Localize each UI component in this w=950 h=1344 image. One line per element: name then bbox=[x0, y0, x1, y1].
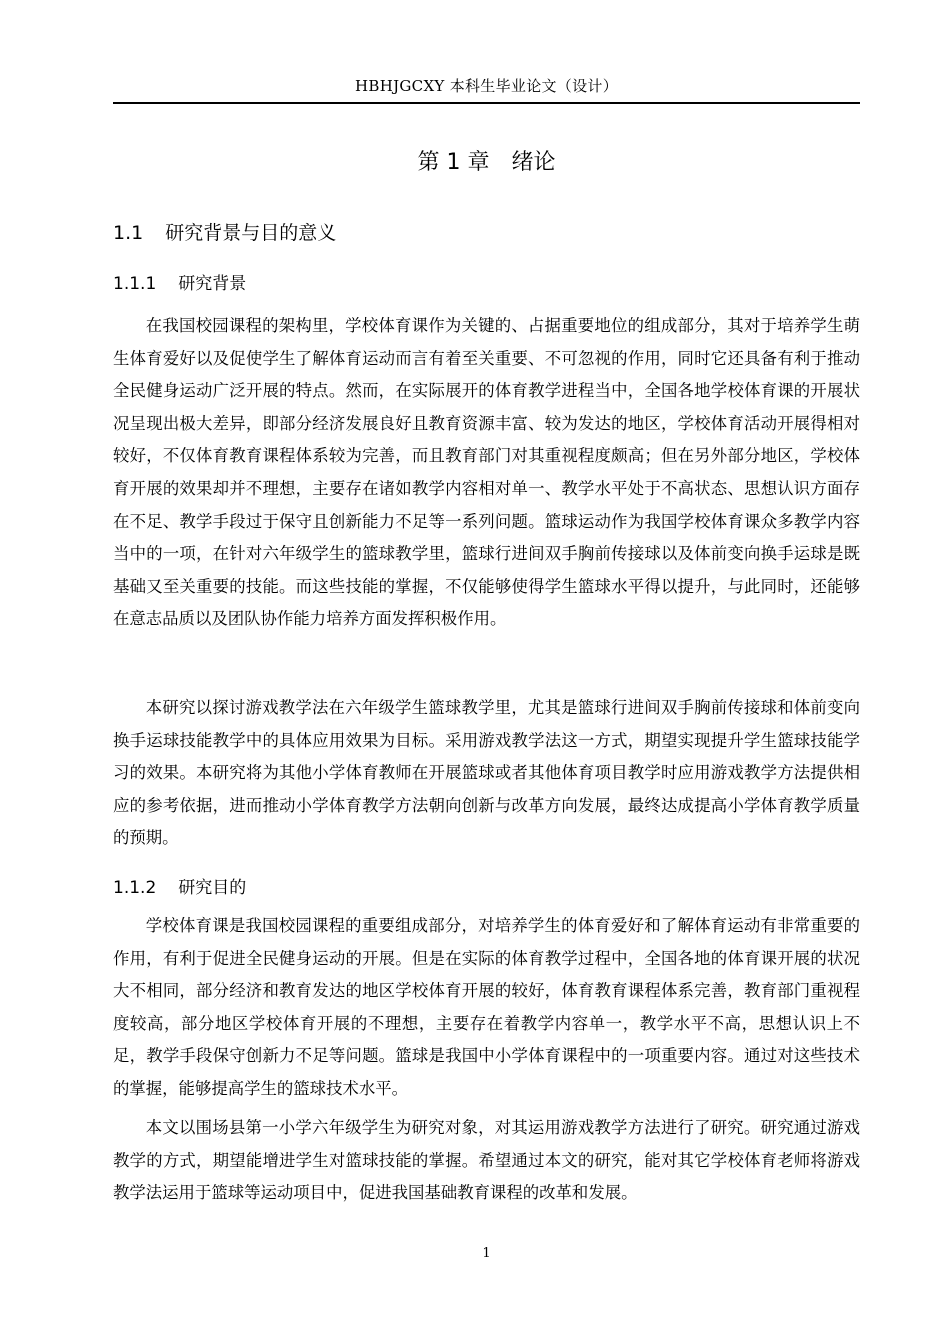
section-number: 1.1 bbox=[113, 222, 144, 244]
paragraph-background-1: 在我国校园课程的架构里，学校体育课作为关键的、占据重要地位的组成部分，其对于培养学生萌生体育爱好以及促使学生了解体育运动而言有着至关重要、不可忽视的作用，同时它还具备有利于推动全民健身运动广泛开展的特点。然而，在实际展开的体育教学进程当中，全国各地学校体育课的开展状况呈现出极大差异，即部分经济发展良好且教育资源丰富、较为发达的地区，学校体育活动开展得相对较好，不仅体育教育课程体系较为完善，而且教育部门对其重视程度颇高；但在另外部分地区，学校体育开展的效果却并不理想，主要存在诸如教学内容相对单一、教学水平处于不高状态、思想认识方面存在不足、教学手段过于保守且创新能力不足等一系列问题。篮球运动作为我国学校体育课众多教学内容当中的一项，在针对六年级学生的篮球教学里，篮球行进间双手胸前传接球以及体前变向换手运球是既基础又至关重要的技能。而这些技能的掌握，不仅能够使得学生篮球水平得以提升，与此同时，还能够在意志品质以及团队协作能力培养方面发挥积极作用。 bbox=[113, 316, 860, 629]
header-text: HBHJGCXY 本科生毕业论文（设计） bbox=[354, 77, 618, 95]
page-header bbox=[113, 70, 860, 104]
section-title: 研究背景与目的意义 bbox=[165, 222, 337, 244]
subsection-title: 研究背景 bbox=[178, 274, 247, 294]
paragraph-background-2: 本研究以探讨游戏教学法在六年级学生篮球教学里，尤其是篮球行进间双手胸前传接球和体前变向换手运球技能教学中的具体应用效果为目标。采用游戏教学法这一方式，期望实现提升学生篮球技能学习的效果。本研究将为其他小学体育教师在开展篮球或者其他体育项目教学时应用游戏教学方法提供相应的参考依据，进而推动小学体育教学方法朝向创新与改革方向发展，最终达成提高小学体育教学质量的预期。 bbox=[113, 698, 860, 848]
page-number: 1 bbox=[482, 1246, 491, 1261]
paragraph-purpose-1: 学校体育课是我国校园课程的重要组成部分，对培养学生的体育爱好和了解体育运动有非常重要的作用，有利于促进全民健身运动的开展。但是在实际的体育教学过程中，全国各地的体育课开展的状况大不相同，部分经济和教育发达的地区学校体育开展的较好，体育教育课程体系完善，教育部门重视程度较高，部分地区学校体育开展的不理想，主要存在着教学内容单一，教学水平不高，思想认识上不足，教学手段保守创新力不足等问题。篮球是我国中小学体育课程中的一项重要内容。通过对这些技术的掌握，能够提高学生的篮球技术水平。 bbox=[113, 916, 860, 1098]
subsection-title: 研究目的 bbox=[178, 878, 247, 898]
subsection-heading-1-1-1 bbox=[113, 270, 246, 298]
subsection-number: 1.1.2 bbox=[113, 878, 157, 898]
subsection-heading-1-1-2 bbox=[113, 874, 246, 902]
paragraph-purpose-2: 本文以围场县第一小学六年级学生为研究对象，对其运用游戏教学方法进行了研究。研究通过游戏教学的方式，期望能增进学生对篮球技能的掌握。希望通过本文的研究，能对其它学校体育老师将游戏教学法运用于篮球等运动项目中，促进我国基础教育课程的改革和发展。 bbox=[113, 1118, 860, 1203]
section-heading-1-1 bbox=[113, 218, 336, 248]
subsection-number: 1.1.1 bbox=[113, 274, 157, 294]
chapter-title: 第 1 章 绪论 bbox=[417, 150, 556, 175]
